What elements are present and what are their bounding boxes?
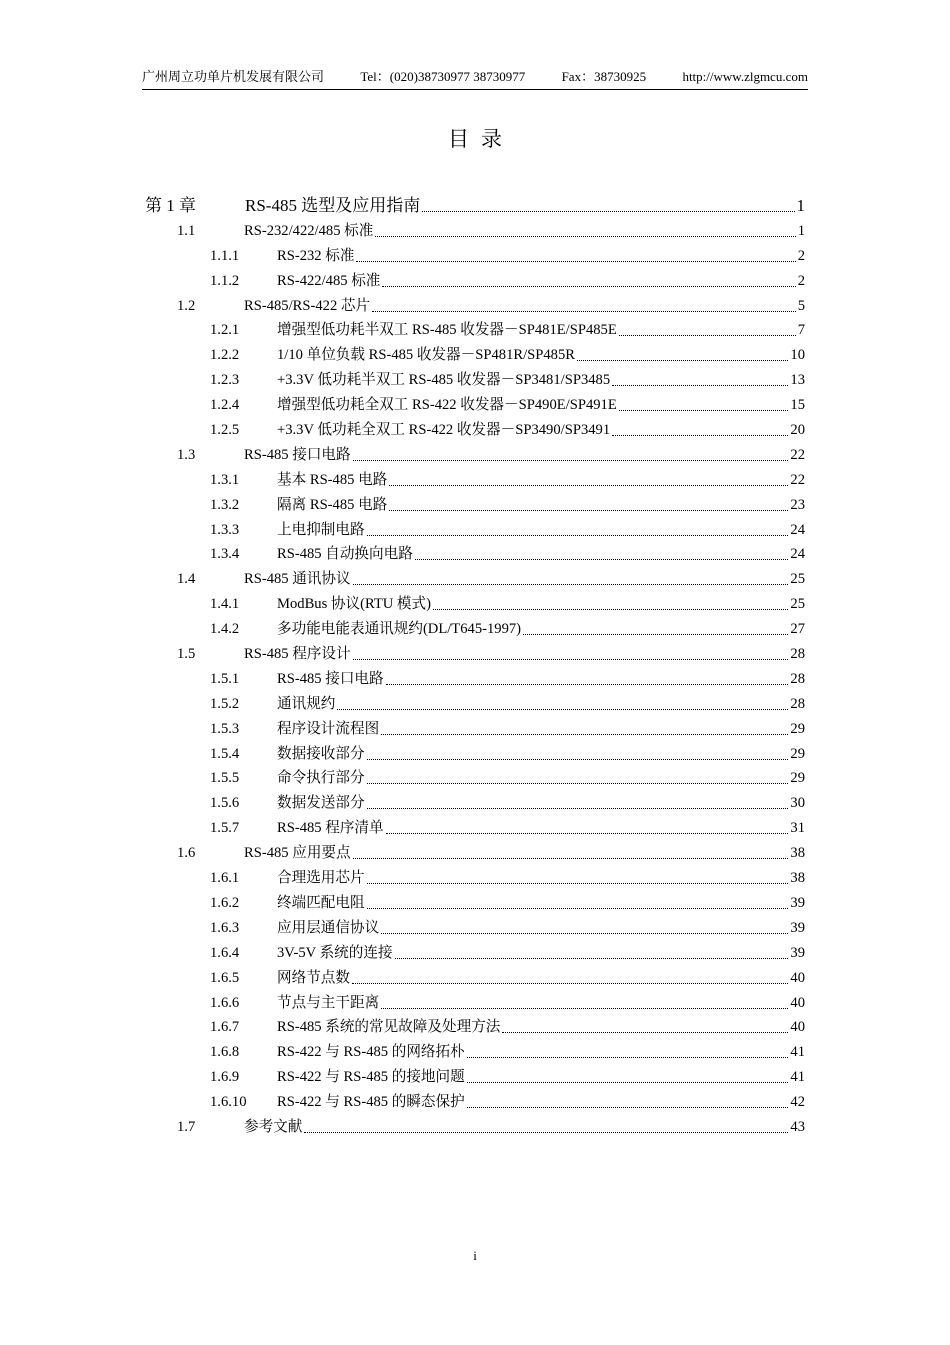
toc-entry-label: RS-422/485 标准 (277, 272, 381, 289)
toc-dot-leader (502, 1031, 788, 1033)
toc-entry[interactable] (145, 340, 805, 365)
toc-entry-page: 43 (790, 1118, 805, 1135)
toc-entry-page: 28 (790, 646, 805, 663)
toc-entry-number: 1.6.9 (210, 1069, 240, 1086)
toc-entry-page: 10 (790, 347, 805, 364)
toc-entry[interactable] (145, 564, 805, 589)
toc-entry[interactable] (145, 216, 805, 241)
toc-entry-page: 7 (797, 322, 805, 339)
header-fax: Fax：38730925 (561, 69, 647, 84)
toc-dot-leader (304, 1131, 788, 1133)
toc-dot-leader (467, 1056, 789, 1058)
toc-entry-page: 24 (790, 521, 805, 538)
toc-entry-label: 多功能电能表通讯规约(DL/T645-1997) (277, 621, 522, 638)
toc-entry-page: 22 (790, 471, 805, 488)
toc-dot-leader (467, 1081, 789, 1083)
toc-entry[interactable] (145, 813, 805, 838)
toc-entry[interactable] (145, 440, 805, 465)
toc-entry[interactable] (145, 1112, 805, 1137)
toc-entry-page: 30 (790, 795, 805, 812)
toc-entry[interactable] (145, 390, 805, 415)
toc-entry-number: 1.6.10 (210, 1094, 247, 1111)
header-tel: Tel：(020)38730977 38730977 (360, 69, 526, 84)
toc-entry[interactable] (145, 415, 805, 440)
toc-entry-number: 1.7 (177, 1118, 196, 1135)
toc-dot-leader (415, 558, 789, 560)
toc-dot-leader (367, 758, 789, 760)
toc-entry[interactable] (145, 1013, 805, 1038)
toc-dot-leader (367, 882, 789, 884)
toc-dot-leader (381, 1007, 788, 1009)
toc-entry-label: 程序设计流程图 (277, 720, 380, 737)
toc-entry-number: 1.6.5 (210, 969, 240, 986)
toc-dot-leader (353, 459, 789, 461)
header-company: 广州周立功单片机发展有限公司 (142, 69, 325, 84)
toc-entry-page: 29 (790, 720, 805, 737)
toc-entry-page: 39 (790, 944, 805, 961)
toc-entry-page: 29 (790, 745, 805, 762)
toc-entry-label: 3V-5V 系统的连接 (277, 944, 393, 961)
toc-entry-number: 1.5.3 (210, 720, 240, 737)
toc-entry-page: 22 (790, 446, 805, 463)
toc-entry-page: 41 (790, 1069, 805, 1086)
toc-dot-leader (422, 210, 794, 212)
toc-entry-page: 20 (790, 422, 805, 439)
toc-entry-page: 38 (790, 870, 805, 887)
toc-entry-page: 29 (790, 770, 805, 787)
toc-entry-label: 上电抑制电路 (277, 521, 365, 538)
toc-entry-label: RS-485 接口电路 (277, 670, 384, 687)
toc-entry-label: RS-422 与 RS-485 的瞬态保护 (277, 1094, 465, 1111)
toc-dot-leader (389, 509, 788, 511)
toc-entry-label: RS-485 程序清单 (277, 820, 384, 837)
toc-entry[interactable] (145, 1062, 805, 1087)
toc-entry-number: 1.6.1 (210, 870, 240, 887)
toc-entry[interactable] (145, 938, 805, 963)
toc-entry-page: 25 (790, 571, 805, 588)
toc-entry-label: 网络节点数 (277, 969, 350, 986)
toc-entry[interactable] (145, 589, 805, 614)
toc-entry-label: 通讯规约 (277, 695, 336, 712)
toc-entry[interactable] (145, 365, 805, 390)
toc-entry-label: 隔离 RS-485 电路 (277, 496, 388, 513)
toc-entry-label: RS-485 应用要点 (244, 845, 351, 862)
toc-entry-label: 数据接收部分 (277, 745, 365, 762)
toc-entry-label: +3.3V 低功耗全双工 RS-422 收发器－SP3490/SP3491 (277, 422, 611, 439)
table-of-contents (145, 188, 805, 1137)
toc-dot-leader (367, 907, 789, 909)
toc-entry-page: 39 (790, 894, 805, 911)
toc-dot-leader (386, 683, 789, 685)
toc-entry[interactable] (145, 465, 805, 490)
toc-entry-number: 1.5.6 (210, 795, 240, 812)
toc-entry-number: 1.5 (177, 646, 196, 663)
toc-dot-leader (356, 260, 795, 262)
toc-entry-label: 命令执行部分 (277, 770, 365, 787)
toc-entry-label: 终端匹配电阻 (277, 894, 365, 911)
toc-entry[interactable] (145, 963, 805, 988)
toc-entry-label: 数据发送部分 (277, 795, 365, 812)
toc-entry-page: 15 (790, 397, 805, 414)
toc-entry-page: 39 (790, 919, 805, 936)
toc-entry-page: 5 (797, 297, 805, 314)
toc-entry-label: RS-422 与 RS-485 的网络拓朴 (277, 1044, 465, 1061)
toc-dot-leader (352, 982, 788, 984)
toc-entry-number: 1.6.4 (210, 944, 240, 961)
toc-entry[interactable] (145, 988, 805, 1013)
toc-entry[interactable] (145, 913, 805, 938)
toc-entry-page: 23 (790, 496, 805, 513)
toc-dot-leader (367, 807, 789, 809)
toc-entry-label: RS-485 接口电路 (244, 446, 351, 463)
toc-dot-leader (353, 583, 789, 585)
toc-entry-label: RS-485 通讯协议 (244, 571, 351, 588)
toc-entry-number: 1.4.1 (210, 596, 240, 613)
toc-entry[interactable] (145, 515, 805, 540)
toc-entry-number: 1.6.3 (210, 919, 240, 936)
toc-entry-label: +3.3V 低功耗半双工 RS-485 收发器－SP3481/SP3485 (277, 372, 611, 389)
toc-entry[interactable] (145, 664, 805, 689)
toc-dot-leader (381, 733, 788, 735)
toc-dot-leader (577, 359, 788, 361)
toc-entry[interactable] (145, 241, 805, 266)
toc-entry-number: 第 1 章 (145, 196, 196, 215)
toc-entry-number: 1.6.8 (210, 1044, 240, 1061)
toc-dot-leader (612, 434, 788, 436)
toc-entry-page: 25 (790, 596, 805, 613)
toc-entry[interactable] (145, 888, 805, 913)
toc-entry-label: ModBus 协议(RTU 模式) (277, 596, 431, 613)
toc-entry-page: 41 (790, 1044, 805, 1061)
toc-entry-page: 13 (790, 372, 805, 389)
toc-entry[interactable] (145, 291, 805, 316)
toc-entry-number: 1.3 (177, 446, 196, 463)
toc-entry[interactable] (145, 788, 805, 813)
toc-entry-number: 1.6.2 (210, 894, 240, 911)
toc-entry-number: 1.5.5 (210, 770, 240, 787)
toc-dot-leader (612, 384, 788, 386)
toc-entry[interactable] (145, 863, 805, 888)
toc-entry-number: 1.3.1 (210, 471, 240, 488)
toc-dot-leader (523, 633, 788, 635)
toc-entry-page: 40 (790, 969, 805, 986)
toc-entry[interactable] (145, 490, 805, 515)
toc-entry-label: RS-232 标准 (277, 247, 355, 264)
toc-entry-page: 27 (790, 621, 805, 638)
toc-entry[interactable] (145, 639, 805, 664)
toc-entry-number: 1.6.7 (210, 1019, 240, 1036)
toc-entry-number: 1.3.4 (210, 546, 240, 563)
toc-entry-page: 2 (797, 272, 805, 289)
toc-entry-page: 28 (790, 695, 805, 712)
toc-entry-number: 1.2.5 (210, 422, 240, 439)
toc-entry-label: RS-422 与 RS-485 的接地问题 (277, 1069, 465, 1086)
toc-entry[interactable] (145, 316, 805, 341)
toc-dot-leader (337, 708, 788, 710)
toc-entry-label: 合理选用芯片 (277, 870, 365, 887)
toc-entry-label: RS-485 自动换向电路 (277, 546, 413, 563)
toc-entry-page: 40 (790, 994, 805, 1011)
toc-entry[interactable] (145, 689, 805, 714)
toc-entry-number: 1.3.3 (210, 521, 240, 538)
toc-entry[interactable] (145, 838, 805, 863)
toc-entry[interactable] (145, 714, 805, 739)
toc-entry-number: 1.1.2 (210, 272, 240, 289)
toc-dot-leader (386, 832, 789, 834)
toc-entry-number: 1.5.1 (210, 670, 240, 687)
toc-entry-number: 1.1 (177, 222, 196, 239)
toc-entry-page: 1 (797, 222, 805, 239)
toc-entry-page: 40 (790, 1019, 805, 1036)
toc-entry[interactable] (145, 1037, 805, 1062)
page-header (142, 67, 808, 90)
toc-entry-page: 42 (790, 1094, 805, 1111)
toc-dot-leader (367, 782, 789, 784)
toc-entry-number: 1.2.3 (210, 372, 240, 389)
toc-entry[interactable] (145, 188, 805, 216)
toc-dot-leader (619, 334, 796, 336)
toc-entry-page: 31 (790, 820, 805, 837)
toc-entry-label: 增强型低功耗半双工 RS-485 收发器－SP481E/SP485E (277, 322, 617, 339)
toc-dot-leader (619, 409, 789, 411)
toc-entry-number: 1.4 (177, 571, 196, 588)
toc-entry-label: 节点与主干距离 (277, 994, 380, 1011)
toc-dot-leader (467, 1106, 789, 1108)
toc-entry[interactable] (145, 266, 805, 291)
toc-entry-number: 1.6.6 (210, 994, 240, 1011)
toc-entry-label: RS-485 程序设计 (244, 646, 351, 663)
toc-entry-number: 1.2 (177, 297, 196, 314)
toc-entry-label: RS-485/RS-422 芯片 (244, 297, 371, 314)
toc-entry-number: 1.6 (177, 845, 196, 862)
toc-entry[interactable] (145, 614, 805, 639)
toc-dot-leader (382, 285, 795, 287)
toc-entry-label: 应用层通信协议 (277, 919, 380, 936)
toc-entry[interactable] (145, 764, 805, 789)
page-number: i (473, 1248, 477, 1263)
toc-entry-label: RS-485 选型及应用指南 (245, 196, 421, 215)
toc-entry-number: 1.5.2 (210, 695, 240, 712)
toc-entry[interactable] (145, 1087, 805, 1112)
toc-dot-leader (381, 932, 788, 934)
toc-entry-page: 24 (790, 546, 805, 563)
toc-entry-page: 2 (797, 247, 805, 264)
toc-entry-number: 1.3.2 (210, 496, 240, 513)
toc-dot-leader (353, 857, 789, 859)
toc-entry[interactable] (145, 739, 805, 764)
toc-entry-number: 1.2.4 (210, 397, 240, 414)
toc-entry-label: RS-485 系统的常见故障及处理方法 (277, 1019, 501, 1036)
toc-entry-number: 1.5.7 (210, 820, 240, 837)
toc-entry[interactable] (145, 540, 805, 565)
toc-entry-number: 1.1.1 (210, 247, 240, 264)
page-title: 目录 (448, 127, 514, 151)
toc-entry-label: 1/10 单位负载 RS-485 收发器－SP481R/SP485R (277, 347, 576, 364)
toc-entry-page: 1 (796, 196, 805, 215)
toc-dot-leader (372, 310, 796, 312)
toc-dot-leader (353, 658, 789, 660)
toc-entry-page: 28 (790, 670, 805, 687)
toc-dot-leader (395, 957, 789, 959)
toc-dot-leader (389, 484, 788, 486)
toc-entry-label: 增强型低功耗全双工 RS-422 收发器－SP490E/SP491E (277, 397, 617, 414)
toc-dot-leader (433, 608, 788, 610)
toc-dot-leader (367, 534, 789, 536)
toc-entry-label: RS-232/422/485 标准 (244, 222, 374, 239)
toc-entry-label: 基本 RS-485 电路 (277, 471, 388, 488)
header-url: http://www.zlgmcu.com (682, 69, 808, 84)
toc-entry-page: 38 (790, 845, 805, 862)
toc-entry-label: 参考文献 (244, 1118, 303, 1135)
toc-entry-number: 1.2.1 (210, 322, 240, 339)
toc-dot-leader (375, 235, 795, 237)
toc-entry-number: 1.5.4 (210, 745, 240, 762)
toc-entry-number: 1.4.2 (210, 621, 240, 638)
toc-entry-number: 1.2.2 (210, 347, 240, 364)
